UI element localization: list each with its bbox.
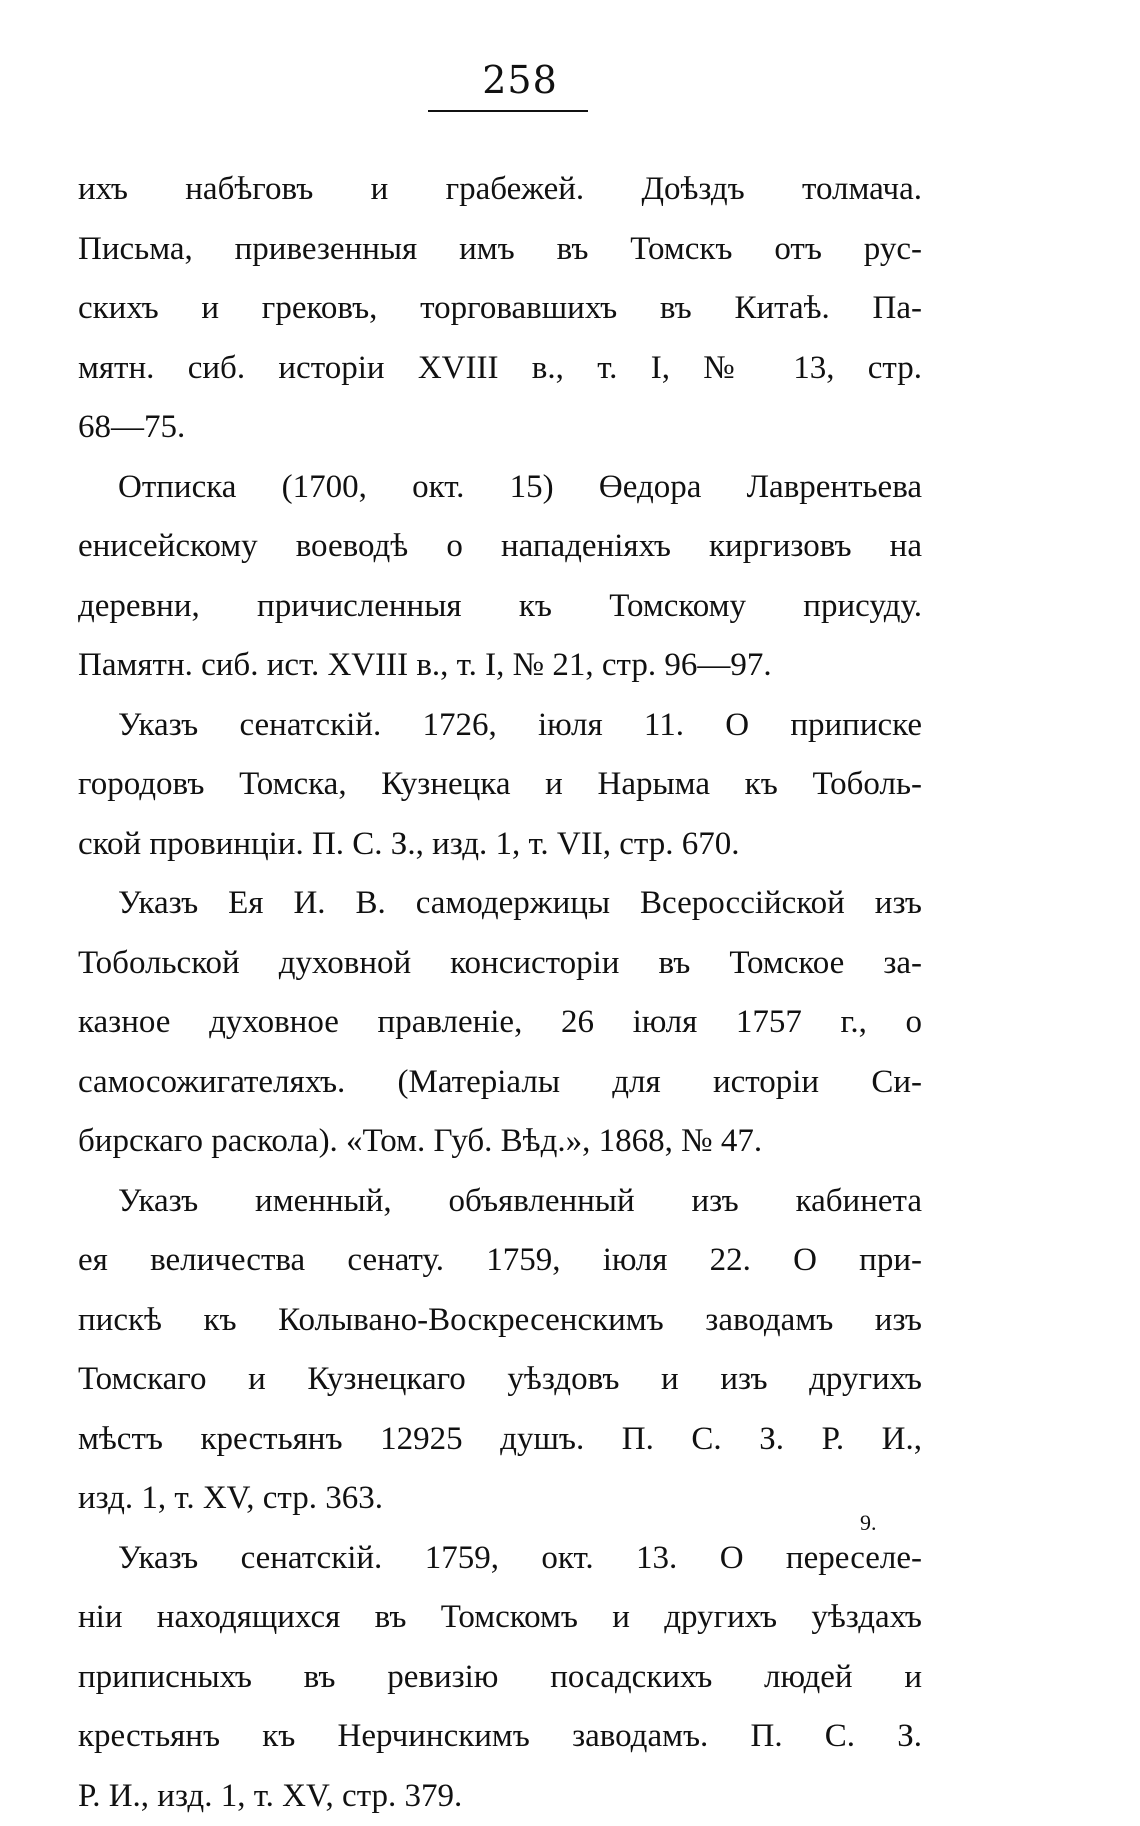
- page-number: 258: [0, 58, 1040, 102]
- entry-start-line: Указъ сенатскій. 1759, окт. 13. О переселе-: [78, 1529, 922, 1589]
- text-line: ея величества сенату. 1759, іюля 22. О при-: [78, 1231, 922, 1291]
- text-line: изд. 1, т. XV, стр. 363.: [78, 1469, 922, 1529]
- printer-signature-mark: 9.: [860, 1510, 877, 1536]
- bibliography-text: [78, 160, 922, 1826]
- text-line: 68—75.: [78, 398, 922, 458]
- text-line: Р. И., изд. 1, т. XV, стр. 379.: [78, 1767, 922, 1826]
- text-line: мѣстъ крестьянъ 12925 душъ. П. С. З. Р. И.,: [78, 1410, 922, 1470]
- text-line: Письма, привезенныя имъ въ Томскъ отъ рус-: [78, 220, 922, 280]
- text-line: казное духовное правленіе, 26 іюля 1757 г., о: [78, 993, 922, 1053]
- entry-start-line: Отписка (1700, окт. 15) Өедора Лаврентьева: [78, 458, 922, 518]
- text-line: приписныхъ въ ревизію посадскихъ людей и: [78, 1648, 922, 1708]
- text-line: крестьянъ къ Нерчинскимъ заводамъ. П. С. З.: [78, 1707, 922, 1767]
- text-line: ской провинціи. П. С. З., изд. 1, т. VII, стр. 670.: [78, 815, 922, 875]
- text-line: ихъ набѣговъ и грабежей. Доѣздъ толмача.: [78, 160, 922, 220]
- text-line: мятн. сиб. исторіи XVIII в., т. I, № 13, стр.: [78, 339, 922, 399]
- text-line: ніи находящихся въ Томскомъ и другихъ уѣздахъ: [78, 1588, 922, 1648]
- text-line: деревни, причисленныя къ Томскому присуду.: [78, 577, 922, 637]
- text-line: Памятн. сиб. ист. XVIII в., т. I, № 21, стр. 96—97.: [78, 636, 922, 696]
- entry-start-line: Указъ Ея И. В. самодержицы Всероссійской изъ: [78, 874, 922, 934]
- text-line: городовъ Томска, Кузнецка и Нарыма къ Тоболь-: [78, 755, 922, 815]
- text-line: Томскаго и Кузнецкаго уѣздовъ и изъ другихъ: [78, 1350, 922, 1410]
- text-line: скихъ и грековъ, торговавшихъ въ Китаѣ. Па-: [78, 279, 922, 339]
- entry-start-line: Указъ сенатскій. 1726, іюля 11. О приписке: [78, 696, 922, 756]
- text-line: самосожигателяхъ. (Матеріалы для исторіи Си-: [78, 1053, 922, 1113]
- text-line: Тобольской духовной консисторіи въ Томское за-: [78, 934, 922, 994]
- text-line: бирскаго раскола). «Том. Губ. Вѣд.», 1868, № 47.: [78, 1112, 922, 1172]
- header-rule: [428, 110, 588, 112]
- text-line: енисейскому воеводѣ о нападеніяхъ киргизовъ на: [78, 517, 922, 577]
- text-line: пискѣ къ Колывано-Воскресенскимъ заводамъ изъ: [78, 1291, 922, 1351]
- entry-start-line: Указъ именный, объявленный изъ кабинета: [78, 1172, 922, 1232]
